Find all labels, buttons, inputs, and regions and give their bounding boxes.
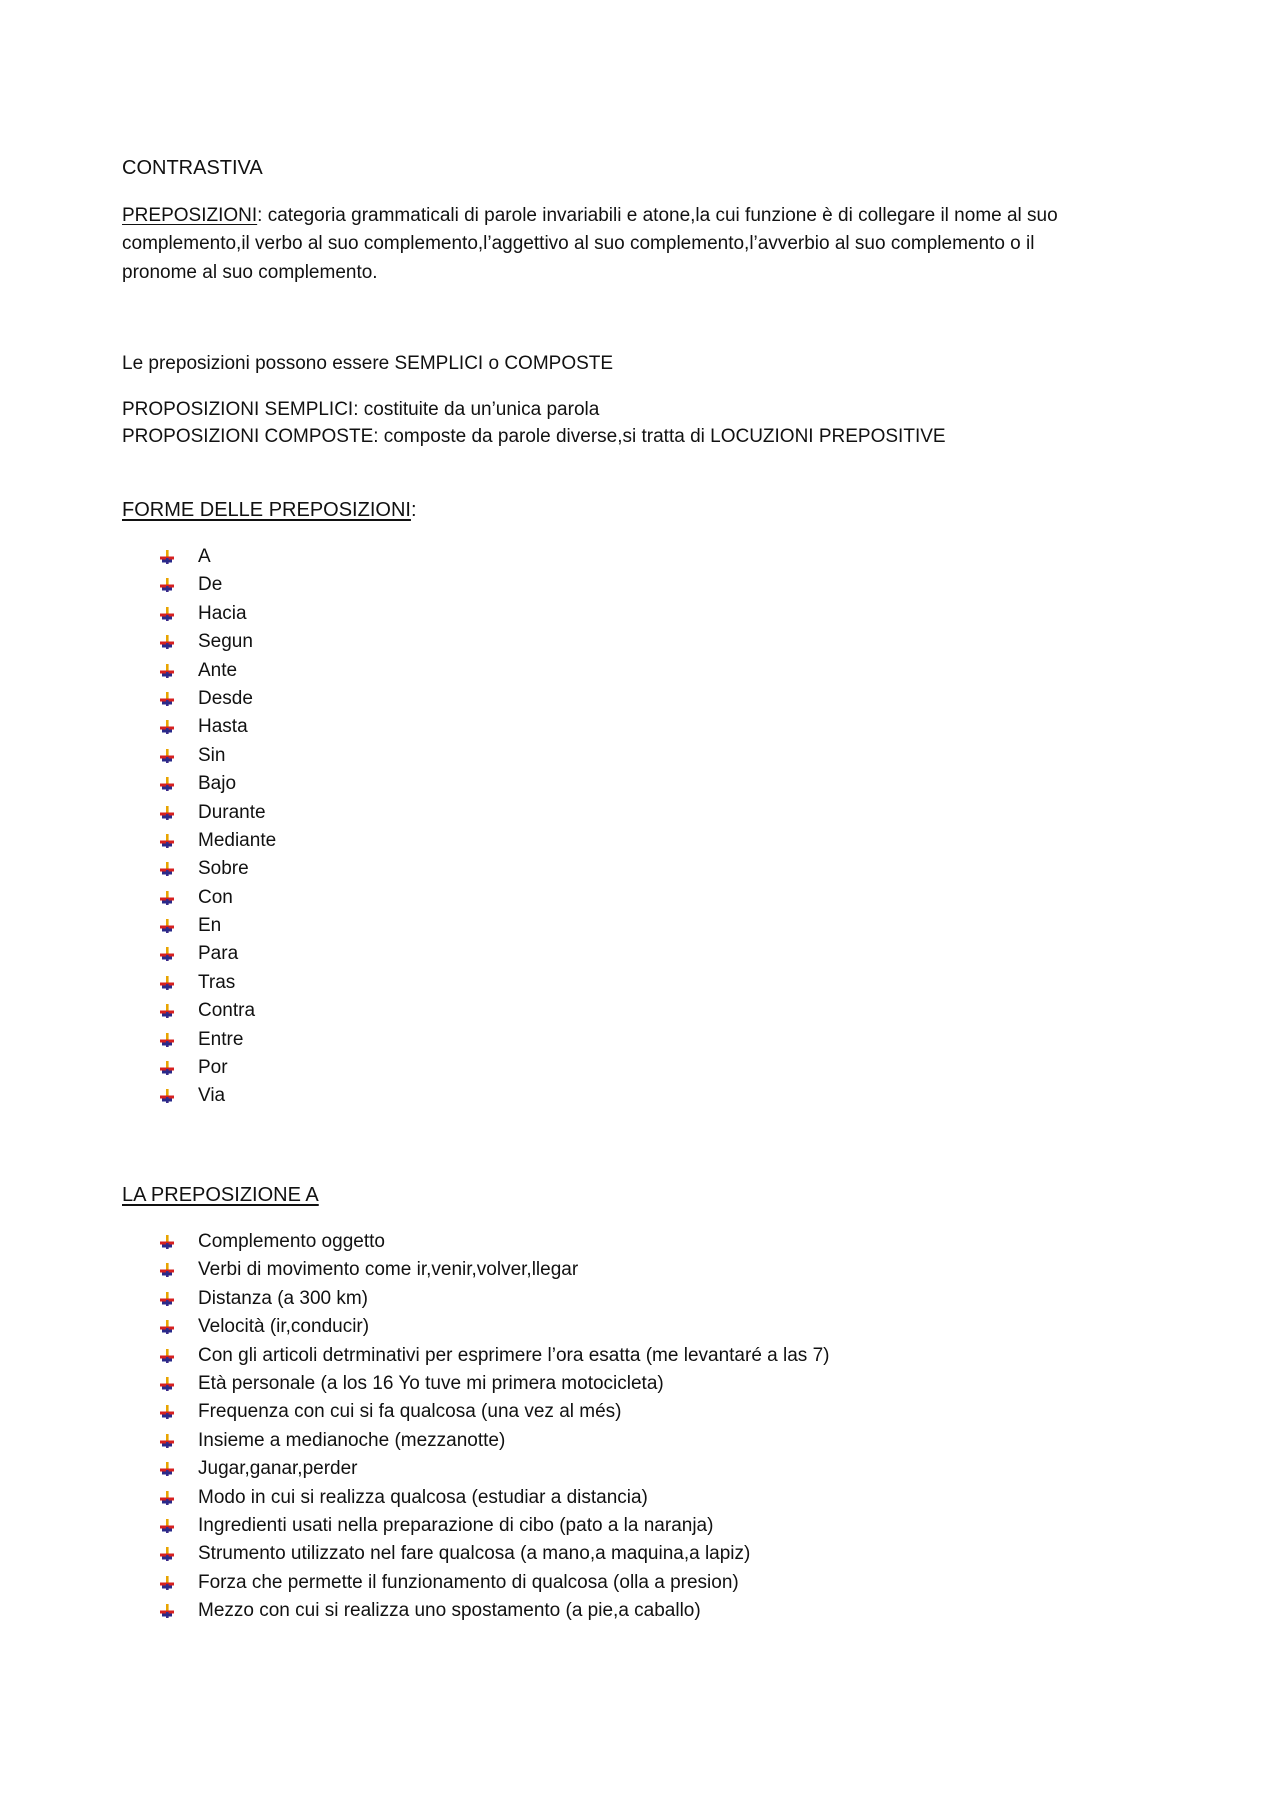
simple-definition: PROPOSIZIONI SEMPLICI: costituite da un’unica parola <box>122 399 600 420</box>
preposition-a-use-item <box>160 1597 829 1625</box>
preposition-form-item-label: Entre <box>198 1028 244 1050</box>
preposition-a-use-item <box>160 1484 829 1512</box>
preposition-form-item-label: De <box>198 574 223 596</box>
forms-heading <box>122 496 417 524</box>
types-intro: Le preposizioni possono essere SEMPLICI o COMPOSTE <box>122 353 614 374</box>
preposition-a-use-item <box>160 1342 829 1370</box>
preposition-form-item <box>160 1082 276 1110</box>
preposition-a-use-item-label: Forza che permette il funzionamento di qualcosa (olla a presion) <box>198 1571 739 1593</box>
preposition-form-item <box>160 742 276 770</box>
preposition-form-item <box>160 884 276 912</box>
preposition-form-item-label: Sobre <box>198 858 249 880</box>
preposition-form-item-label: Tras <box>198 971 236 993</box>
preposition-form-item <box>160 571 276 599</box>
definition-line-1 <box>122 202 1058 230</box>
preposition-form-item-label: Hacia <box>198 602 247 624</box>
preposition-a-use-item <box>160 1313 829 1341</box>
preposition-form-item-label: Desde <box>198 687 253 709</box>
preposition-form-item <box>160 657 276 685</box>
preposition-a-use-item-label: Ingredienti usati nella preparazione di cibo (pato a la naranja) <box>198 1514 714 1536</box>
preposition-form-item-label: Por <box>198 1057 228 1079</box>
preposition-form-item-label: Mediante <box>198 829 277 851</box>
preposition-form-item <box>160 543 276 571</box>
definition-term: PREPOSIZIONI <box>122 205 258 226</box>
preposition-a-use-item <box>160 1398 829 1426</box>
prep-a-heading <box>122 1181 319 1209</box>
definition-line-2: complemento,il verbo al suo complemento,l’aggettivo al suo complemento,l’avverbio al suo complemento o il <box>122 233 1035 254</box>
preposition-form-item-label: Ante <box>198 659 238 681</box>
prep-a-uses-list <box>160 1228 829 1625</box>
preposition-a-use-item-label: Strumento utilizzato nel fare qualcosa (a mano,a maquina,a lapiz) <box>198 1543 751 1565</box>
preposition-a-use-item <box>160 1256 829 1284</box>
preposition-a-use-item <box>160 1228 829 1256</box>
preposition-form-item <box>160 685 276 713</box>
preposition-a-use-item-label: Jugar,ganar,perder <box>198 1458 358 1480</box>
preposition-a-use-item-label: Mezzo con cui si realizza uno spostamento (a pie,a caballo) <box>198 1600 701 1622</box>
preposition-form-item-label: Bajo <box>198 773 237 795</box>
preposition-form-item <box>160 827 276 855</box>
definition-line-3: pronome al suo complemento. <box>122 262 378 283</box>
preposition-form-item <box>160 799 276 827</box>
preposition-a-use-item <box>160 1569 829 1597</box>
preposition-a-use-item-label: Frequenza con cui si fa qualcosa (una vez al més) <box>198 1401 622 1423</box>
preposition-a-use-item <box>160 1455 829 1483</box>
preposition-form-item-label: Hasta <box>198 716 248 738</box>
preposition-form-item <box>160 997 276 1025</box>
preposition-a-use-item <box>160 1427 829 1455</box>
preposition-form-item-label: Con <box>198 886 233 908</box>
definition-text: : categoria grammaticali di parole invariabili e atone,la cui funzione è di collegare il nome al suo <box>257 205 1058 226</box>
preposition-a-use-item-label: Distanza (a 300 km) <box>198 1287 369 1309</box>
preposition-form-item <box>160 600 276 628</box>
preposition-form-item <box>160 628 276 656</box>
preposition-a-use-item <box>160 1370 829 1398</box>
preposition-a-use-item-label: Complemento oggetto <box>198 1231 385 1252</box>
preposition-form-item <box>160 770 276 798</box>
preposition-form-item-label: Durante <box>198 801 266 823</box>
preposition-a-use-item-label: Insieme a medianoche (mezzanotte) <box>198 1429 506 1451</box>
preposition-a-use-item-label: Velocità (ir,conducir) <box>198 1316 370 1338</box>
preposition-form-item-label: Via <box>198 1085 226 1107</box>
preposition-a-use-item <box>160 1512 829 1540</box>
preposition-form-item <box>160 713 276 741</box>
forms-heading-text: FORME DELLE PREPOSIZIONI <box>122 499 411 521</box>
preposition-a-use-item <box>160 1285 829 1313</box>
preposition-form-item <box>160 1026 276 1054</box>
preposition-a-use-item <box>160 1540 829 1568</box>
preposition-a-use-item-label: Modo in cui si realizza qualcosa (estudiar a distancia) <box>198 1486 648 1508</box>
preposition-a-use-item-label: Verbi di movimento come ir,venir,volver,llegar <box>198 1259 579 1281</box>
document-title: CONTRASTIVA <box>122 157 263 179</box>
preposition-a-use-item-label: Con gli articoli detrminativi per esprimere l’ora esatta (me levantaré a las 7) <box>198 1344 830 1366</box>
preposition-form-item <box>160 969 276 997</box>
preposition-a-use-item-label: Età personale (a los 16 Yo tuve mi primera motocicleta) <box>198 1372 664 1394</box>
preposition-form-item-label: Segun <box>198 631 253 653</box>
forms-list <box>160 543 276 1111</box>
preposition-form-item <box>160 912 276 940</box>
preposition-form-item-label: A <box>198 546 211 567</box>
compound-definition: PROPOSIZIONI COMPOSTE: composte da parole diverse,si tratta di LOCUZIONI PREPOSITIVE <box>122 426 946 447</box>
prep-a-heading-text: LA PREPOSIZIONE A <box>122 1184 319 1206</box>
preposition-form-item <box>160 1054 276 1082</box>
preposition-form-item-label: En <box>198 915 222 937</box>
preposition-form-item-label: Para <box>198 943 239 965</box>
preposition-form-item <box>160 855 276 883</box>
preposition-form-item-label: Sin <box>198 744 226 766</box>
forms-heading-colon: : <box>410 499 417 521</box>
preposition-form-item-label: Contra <box>198 1000 256 1022</box>
preposition-form-item <box>160 940 276 968</box>
